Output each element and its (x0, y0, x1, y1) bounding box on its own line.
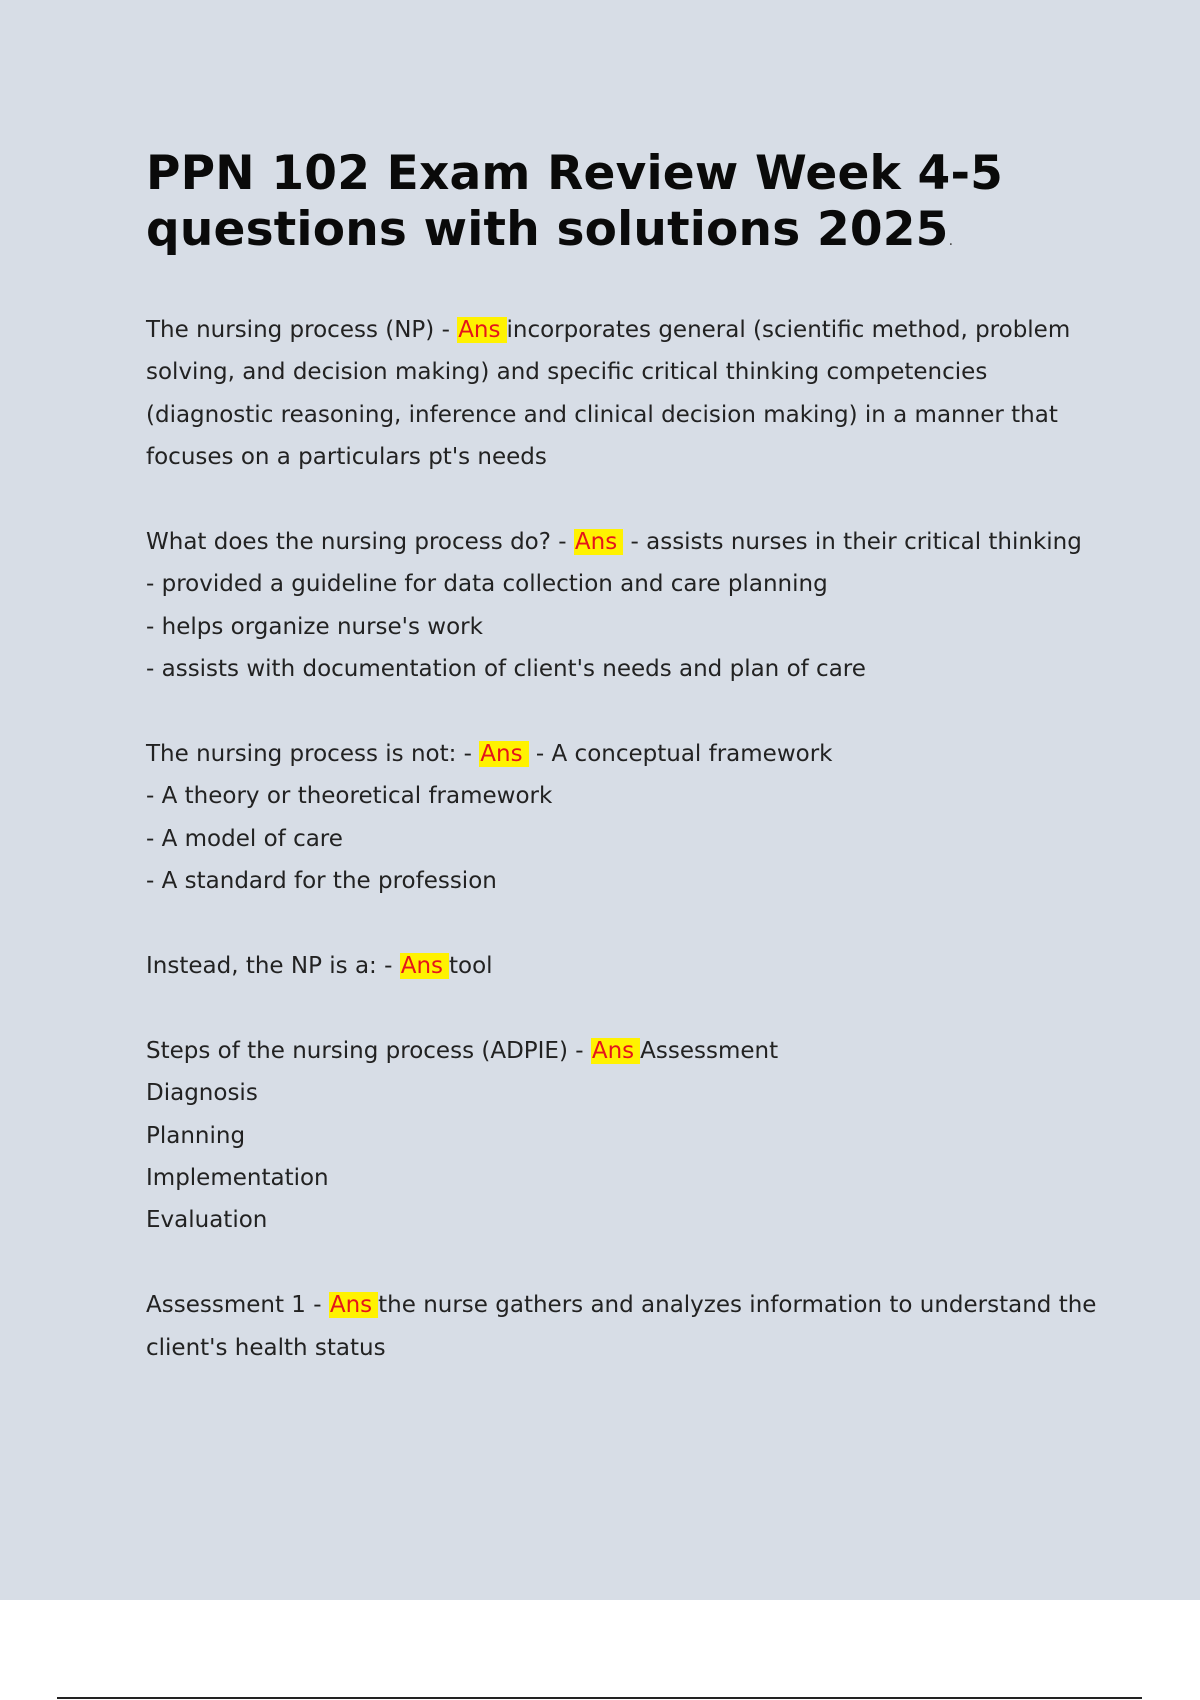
footer-divider (57, 1697, 1142, 1699)
answer-marker: Ans (400, 953, 449, 979)
answer-text: - assists nurses in their critical thinking - provided a guideline for data collection and care planning - helps organize nurse's work - assists with documentation of client's needs and plan of care (146, 529, 1082, 683)
qa-entry-3 (146, 733, 1106, 903)
answer-marker: Ans (591, 1038, 640, 1064)
qa-entry-6 (146, 1284, 1106, 1369)
qa-entry-2 (146, 521, 1106, 691)
answer-text: - A conceptual framework - A theory or theoretical framework - A model of care - A standard for the profession (146, 741, 833, 895)
qa-entry-1 (146, 309, 1106, 479)
answer-marker: Ans (457, 317, 506, 343)
answer-text: incorporates general (scientific method, problem solving, and decision making) and specific critical thinking competencies (diagnostic reasoning, inference and clinical decision making) in a manner that focuses on a particulars pt's needs (146, 317, 1078, 471)
question-text: Instead, the NP is a: - (146, 953, 400, 980)
question-text: The nursing process is not: - (146, 741, 480, 768)
question-text: Steps of the nursing process (ADPIE) - (146, 1037, 591, 1064)
qa-entry-5 (146, 1030, 1106, 1242)
document-content (146, 146, 1106, 1369)
answer-text: Assessment Diagnosis Planning Implementation Evaluation (146, 1037, 779, 1234)
answer-text: tool (449, 953, 493, 980)
answer-text: the nurse gathers and analyzes information to understand the client's health status (146, 1292, 1104, 1361)
title-text: PPN 102 Exam Review Week 4-5 questions with solutions 2025 (146, 146, 1004, 257)
answer-marker: Ans (329, 1292, 378, 1318)
question-text: The nursing process (NP) - (146, 317, 458, 343)
document-title (146, 146, 1106, 269)
title-suffix: . (948, 233, 954, 249)
answer-marker: Ans (479, 741, 528, 767)
question-text: Assessment 1 - (146, 1292, 329, 1319)
answer-marker: Ans (574, 529, 623, 555)
question-text: What does the nursing process do? - (146, 529, 574, 556)
qa-entry-4 (146, 945, 1106, 987)
